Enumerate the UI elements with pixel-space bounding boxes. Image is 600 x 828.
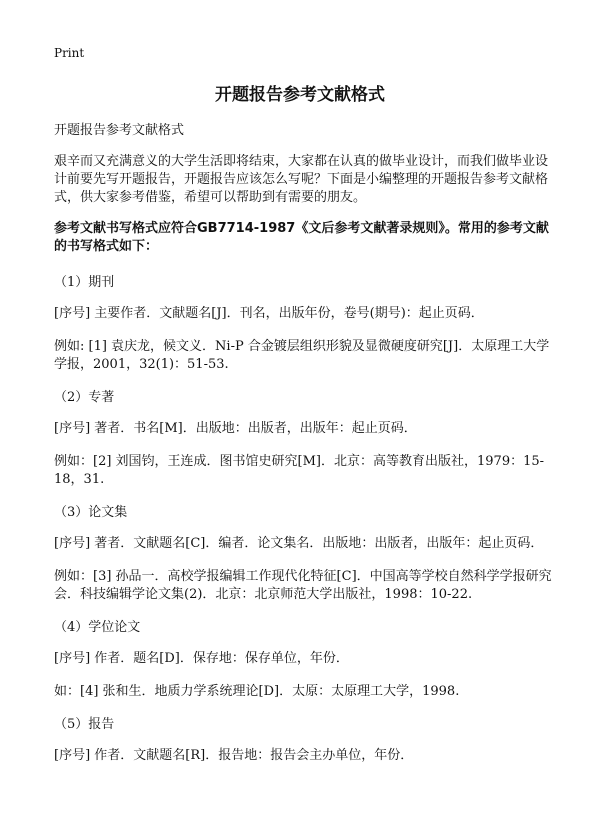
- example-line: 例如：[2] 刘国钧，王连成．图书馆史研究[M]．北京：高等教育出版社，1979：15-18，31.: [54, 454, 545, 487]
- format-line: [序号] 作者．文献题名[R]．报告地：报告会主办单位，年份．: [54, 748, 414, 763]
- document-title: 开题报告参考文献格式: [215, 85, 385, 105]
- intro-paragraph: 艰辛而又充满意义的大学生活即将结束，大家都在认真的做毕业设计，而我们做毕业设计前要先写开题报告，开题报告应该怎么写呢？下面是小编整理的开题报告参考文献格式，供大家参考借鉴，希望可以帮助到有需要的朋友。: [54, 154, 549, 205]
- section-heading: （2）专著: [54, 390, 115, 405]
- example-line: 如：[4] 张和生．地质力学系统理论[D]．太原：太原理工大学，1998.: [54, 684, 460, 699]
- section-heading: （5）报告: [54, 717, 115, 732]
- standard-note: 参考文献书写格式应符合GB7714-1987《文后参考文献著录规则》。常用的参考文献的书写格式如下：: [54, 221, 549, 254]
- document-body: [54, 122, 554, 780]
- print-label[interactable]: Print: [54, 46, 85, 60]
- format-line: [序号] 著者．文献题名[C]．编者．论文集名．出版地：出版者，出版年：起止页码．: [54, 536, 544, 551]
- format-line: [序号] 作者．题名[D]．保存地：保存单位，年份．: [54, 651, 349, 666]
- section-heading: （1）期刊: [54, 275, 115, 290]
- example-line: 例如: [1] 袁庆龙，候文义．Ni-P 合金镀层组织形貌及显微硬度研究[J]．太原理工大学学报，2001，32(1)：51-53.: [54, 339, 550, 372]
- format-line: [序号] 著者．书名[M]．出版地：出版者，出版年：起止页码．: [54, 421, 417, 436]
- section-heading: （3）论文集: [54, 505, 128, 520]
- example-line: 例如：[3] 孙品一．高校学报编辑工作现代化特征[C]．中国高等学校自然科学学报研究会．科技编辑学论文集(2)．北京：北京师范大学出版社，1998：10-22.: [54, 569, 552, 602]
- format-line: [序号] 主要作者．文献题名[J]．刊名，出版年份，卷号(期号)：起止页码．: [54, 306, 484, 321]
- document-subtitle: 开题报告参考文献格式: [54, 123, 185, 138]
- section-heading: （4）学位论文: [54, 620, 141, 635]
